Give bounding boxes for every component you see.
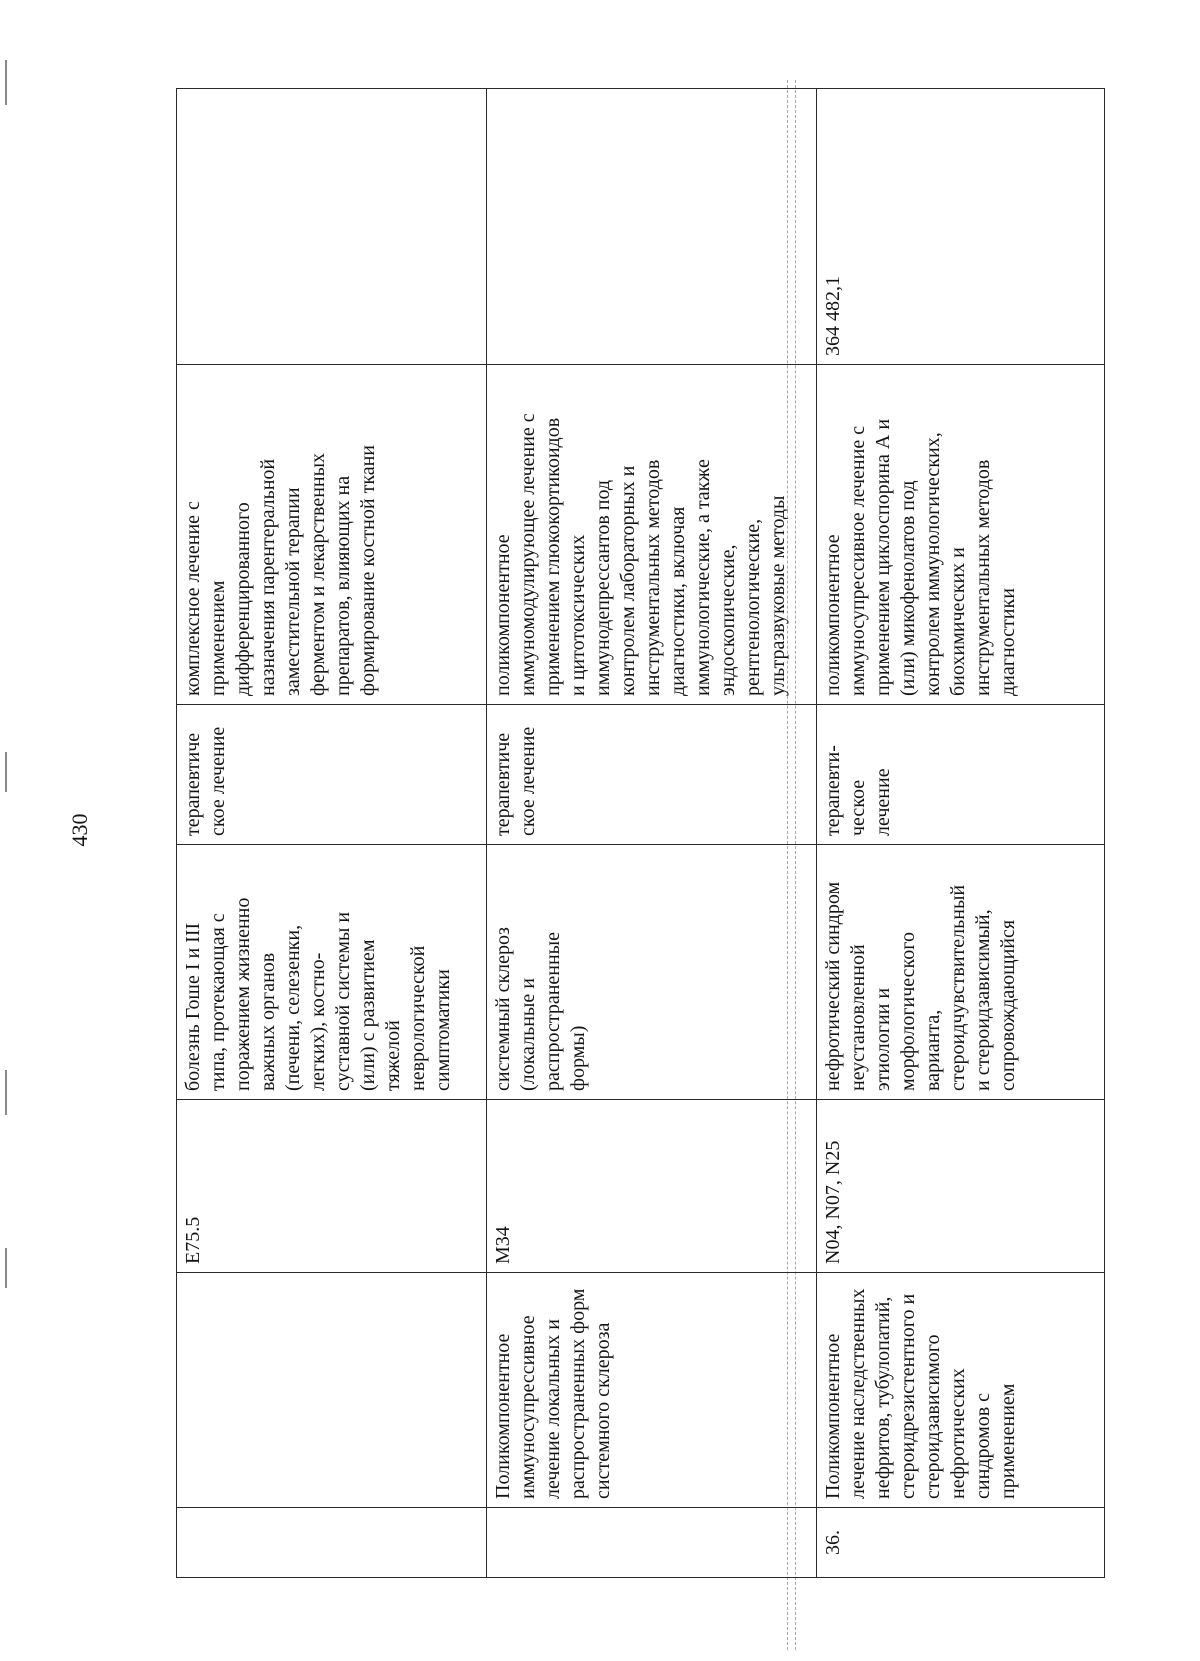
row-number-cell <box>177 1508 487 1578</box>
document-table-frame <box>176 89 1104 1578</box>
scan-mark-top <box>5 60 7 105</box>
treatment-name-cell: Поликомпонентное лечение наследственных нефритов, тубулопатий, стероидрезистентного и стероидзависимого нефротических синдромов с применением <box>817 1273 1105 1508</box>
row-number-cell: 36. <box>817 1508 1105 1578</box>
treatment-method-cell: поликомпонентное иммуномодулирующее лечение с применением глюкокортикоидов и цитотоксических иммунодепрессантов под контролем лабораторных и инструментальных методов диагностики, включая иммунологические, а также эндоскопические, рентгенологические, ультразвуковые методы <box>487 365 817 705</box>
icd-code-cell: M34 <box>487 1100 817 1273</box>
scan-mark-lower <box>5 1070 7 1115</box>
table-row <box>177 89 487 1578</box>
cost-cell <box>487 89 817 365</box>
icd-code-cell: E75.5 <box>177 1100 487 1273</box>
cost-cell <box>177 89 487 365</box>
patient-model-cell: системный склероз (локальные и распространенные формы) <box>487 845 817 1100</box>
patient-model-cell: болезнь Гоше I и III типа, протекающая с поражением жизненно важных органов (печени, селезенки, легких), костно- суставной системы и (или) с развитием тяжелой неврологической симптоматики <box>177 845 487 1100</box>
treatment-type-cell: терапевтиче ское лечение <box>177 705 487 845</box>
treatment-name-cell: Поликомпонентное иммуносупрессивное лечение локальных и распространенных форм системного склероза <box>487 1273 817 1508</box>
icd-code-cell: N04, N07, N25 <box>817 1100 1105 1273</box>
treatment-method-cell: поликомпонентное иммуносупрессивное лечение с применением циклоспорина А и (или) микофенолатов под контролем иммунологических, биохимических и инструментальных методов диагностики <box>817 365 1105 705</box>
treatment-name-cell <box>177 1273 487 1508</box>
treatment-method-cell: комплексное лечение с применением дифференцированного назначения парентеральной заместительной терапии ферментом и лекарственных препаратов, влияющих на формирование костной ткани <box>177 365 487 705</box>
treatment-type-cell: терапевтиче ское лечение <box>487 705 817 845</box>
document-table <box>176 88 1105 1578</box>
cost-cell: 364 482,1 <box>817 89 1105 365</box>
scan-mark-middle <box>5 752 7 792</box>
treatment-type-cell: терапевти- ческое лечение <box>817 705 1105 845</box>
row-number-cell <box>487 1508 817 1578</box>
table-row <box>487 89 817 1578</box>
page-number: 430 <box>67 813 92 847</box>
table-row <box>817 89 1105 1578</box>
scan-mark-bottom <box>5 1248 7 1288</box>
patient-model-cell: нефротический синдром неустановленной этиологии и морфологического варианта, стероидчувствительный и стероидзависимый, сопровождающийся <box>817 845 1105 1100</box>
